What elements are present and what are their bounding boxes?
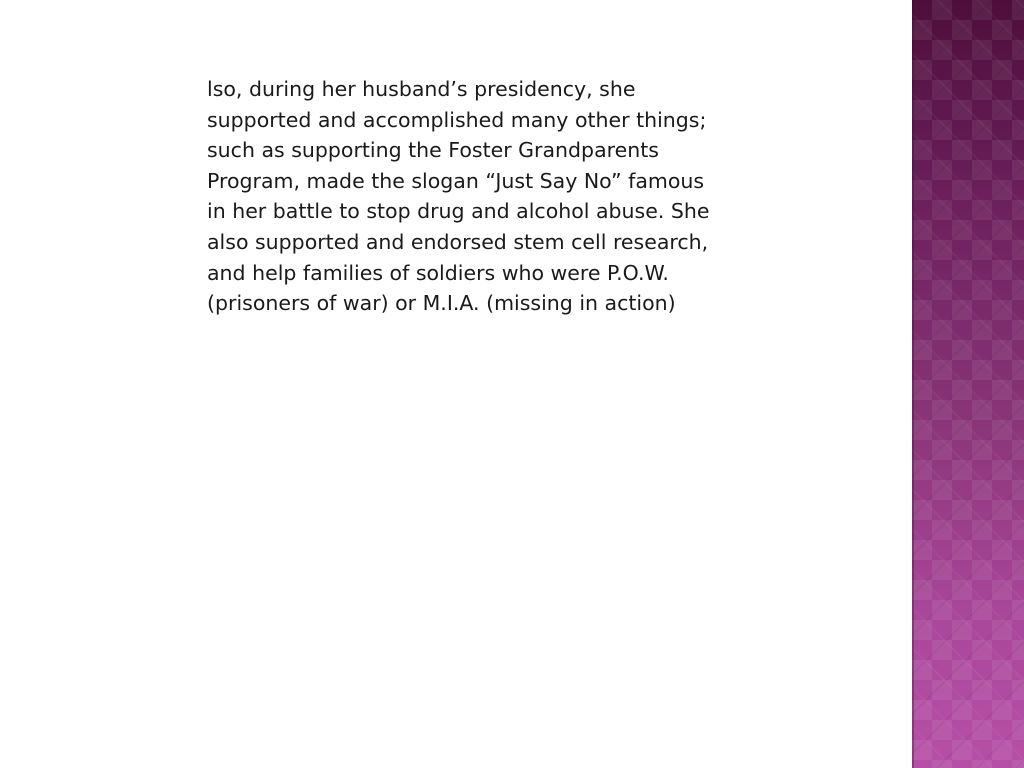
body-line-8: (prisoners of war) or M.I.A. (missing in action) <box>207 291 676 316</box>
body-line-2: supported and accomplished many other things; <box>207 107 707 132</box>
body-line-3: such as supporting the Foster Grandparents <box>207 138 659 163</box>
body-line-4: Program, made the slogan “Just Say No” famous <box>207 168 705 193</box>
body-line-1: lso, during her husband’s presidency, she <box>207 77 636 101</box>
body-line-6: also supported and endorsed stem cell research, <box>207 229 709 254</box>
body-line-5: in her battle to stop drug and alcohol abuse. She <box>207 199 710 224</box>
decorative-side-band <box>912 0 1024 768</box>
body-text <box>207 74 787 319</box>
body-line-7: and help families of soldiers who were P.O.W. <box>207 260 669 285</box>
